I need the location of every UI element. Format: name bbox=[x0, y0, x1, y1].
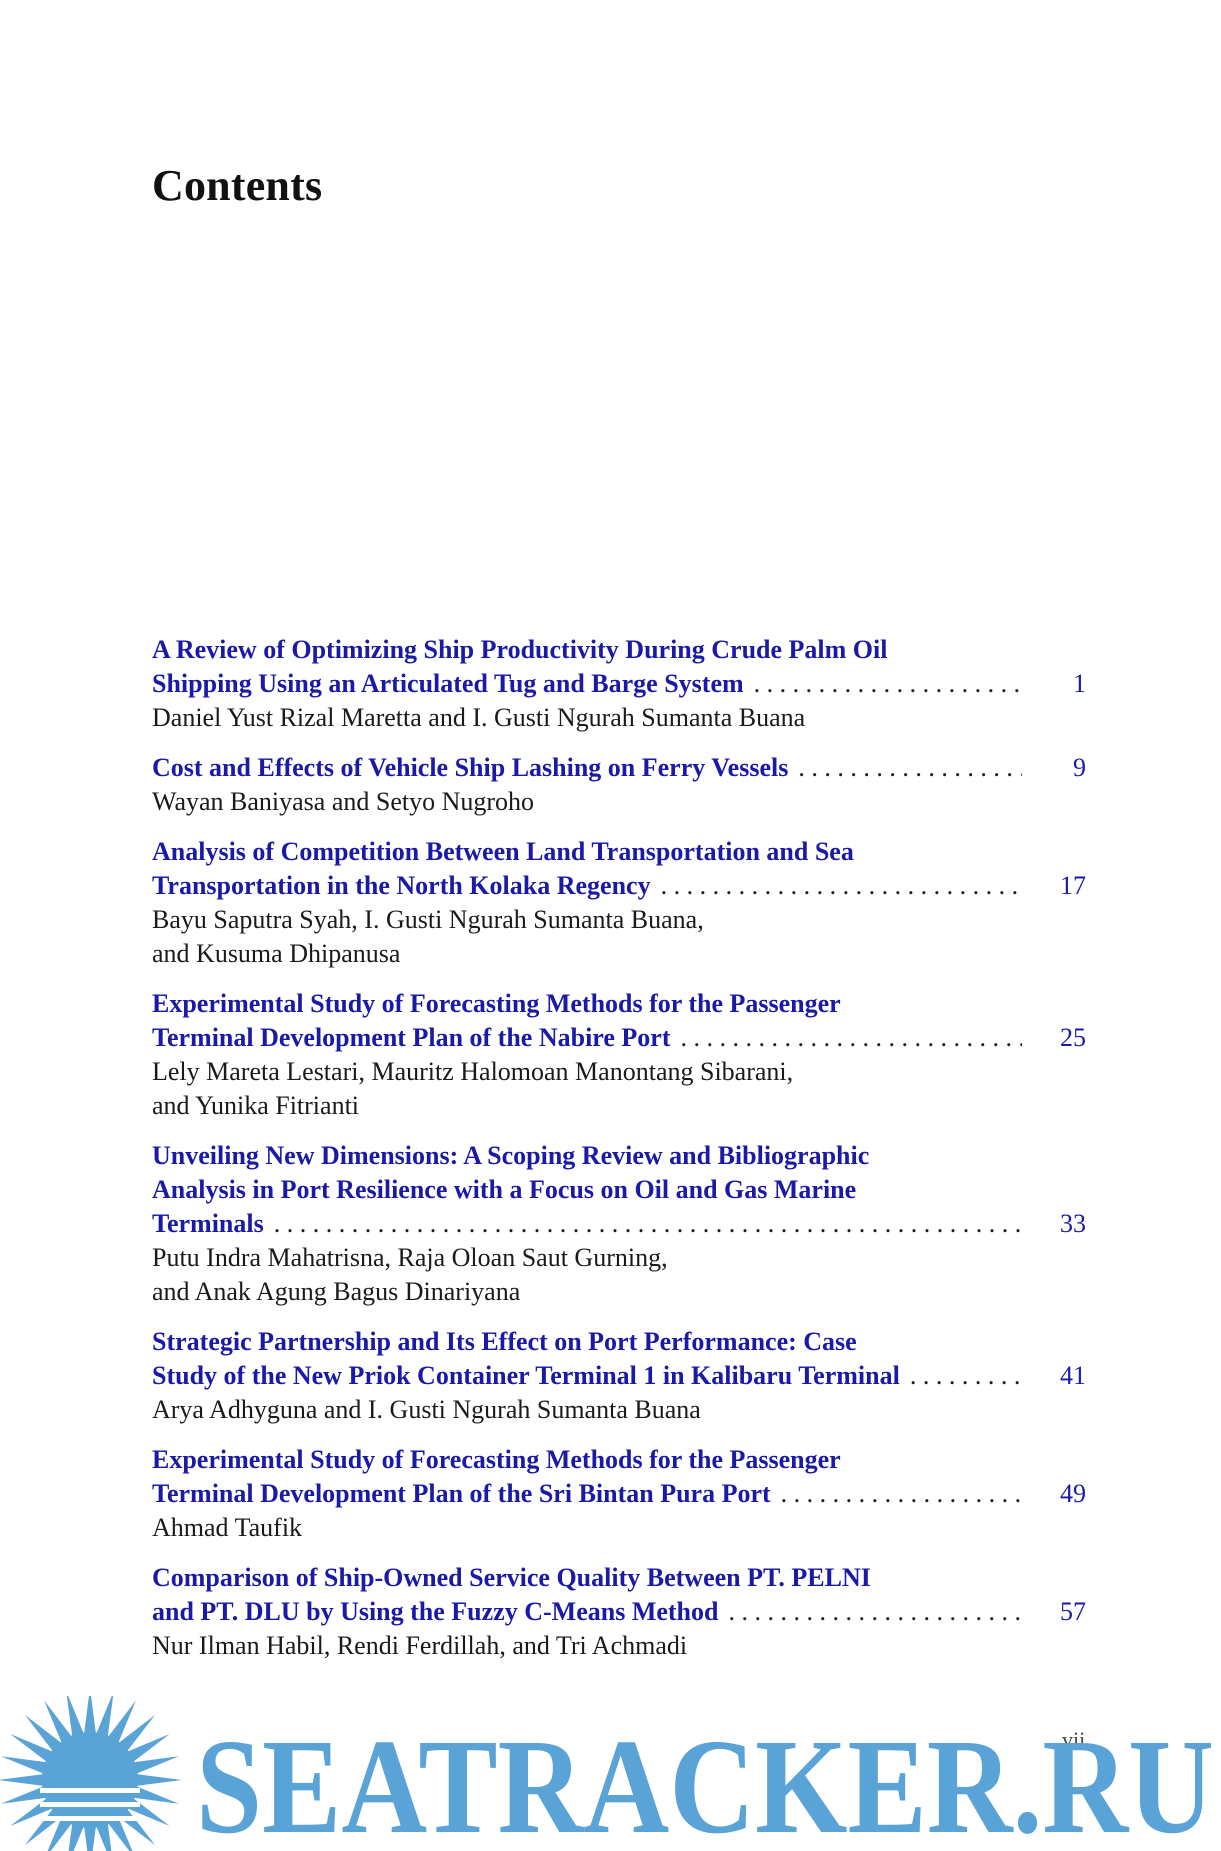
toc-entry-authors: Wayan Baniyasa and Setyo Nugroho bbox=[152, 787, 535, 816]
toc-leader-dots bbox=[661, 869, 1022, 903]
toc-entry-title-final-line[interactable] bbox=[152, 667, 1086, 701]
toc-entry-title-line[interactable]: Analysis in Port Resilience with a Focus on Oil and Gas Marine bbox=[152, 1175, 857, 1204]
toc-leader-dots bbox=[274, 1207, 1022, 1241]
toc-entry-page-number[interactable]: 9 bbox=[1073, 753, 1086, 782]
watermark-text: SEATRACKER.RU bbox=[196, 1712, 1214, 1851]
toc-entry-page-number[interactable]: 25 bbox=[1060, 1023, 1086, 1052]
toc-entry-title-line[interactable]: Experimental Study of Forecasting Methods for the Passenger bbox=[152, 1445, 841, 1474]
toc-entry-title-line[interactable]: Transportation in the North Kolaka Regency bbox=[152, 871, 651, 900]
page-number: vii bbox=[1062, 1727, 1086, 1752]
toc-entry-authors: Daniel Yust Rizal Maretta and I. Gusti Ngurah Sumanta Buana bbox=[152, 703, 806, 732]
toc-entry-title-line[interactable]: and PT. DLU by Using the Fuzzy C-Means Method bbox=[152, 1597, 719, 1626]
toc-entry-title-line[interactable]: Terminal Development Plan of the Nabire Port bbox=[152, 1023, 671, 1052]
toc-entry-authors: Bayu Saputra Syah, I. Gusti Ngurah Sumanta Buana, bbox=[152, 905, 704, 934]
toc-entry-title-line[interactable]: Terminals bbox=[152, 1209, 264, 1238]
toc-entry[interactable] bbox=[152, 987, 1086, 1123]
toc-entry-authors: Lely Mareta Lestari, Mauritz Halomoan Manontang Sibarani, bbox=[152, 1057, 794, 1086]
toc-entry-title-line[interactable]: A Review of Optimizing Ship Productivity During Crude Palm Oil bbox=[152, 635, 888, 664]
toc-entry-authors: Ahmad Taufik bbox=[152, 1513, 303, 1542]
toc-entry-title-final-line[interactable] bbox=[152, 869, 1086, 903]
toc-entry-page-number[interactable]: 17 bbox=[1060, 871, 1086, 900]
toc-entry-authors: Arya Adhyguna and I. Gusti Ngurah Sumanta Buana bbox=[152, 1395, 701, 1424]
toc-entry[interactable] bbox=[152, 835, 1086, 971]
toc-entry[interactable] bbox=[152, 1443, 1086, 1545]
toc-entry-title-line[interactable]: Analysis of Competition Between Land Transportation and Sea bbox=[152, 837, 854, 866]
toc-leader-dots bbox=[681, 1021, 1023, 1055]
table-of-contents bbox=[152, 633, 1086, 1679]
toc-entry-title-line[interactable]: Strategic Partnership and Its Effect on Port Performance: Case bbox=[152, 1327, 857, 1356]
toc-entry-title-line[interactable]: Shipping Using an Articulated Tug and Barge System bbox=[152, 669, 744, 698]
page-title: Contents bbox=[152, 161, 323, 210]
toc-entry-title-line[interactable]: Terminal Development Plan of the Sri Bintan Pura Port bbox=[152, 1479, 771, 1508]
toc-leader-dots bbox=[798, 751, 1022, 785]
toc-entry-page-number[interactable]: 33 bbox=[1060, 1209, 1086, 1238]
toc-entry-page-number[interactable]: 57 bbox=[1060, 1597, 1086, 1626]
toc-entry-title-final-line[interactable] bbox=[152, 1021, 1086, 1055]
sun-icon bbox=[0, 1696, 182, 1851]
toc-entry-page-number[interactable]: 1 bbox=[1073, 669, 1086, 698]
toc-entry-title-line[interactable]: Study of the New Priok Container Terminal 1 in Kalibaru Terminal bbox=[152, 1361, 900, 1390]
toc-entry-authors: Putu Indra Mahatrisna, Raja Oloan Saut Gurning, bbox=[152, 1243, 668, 1272]
toc-entry-title-line[interactable]: Experimental Study of Forecasting Methods for the Passenger bbox=[152, 989, 841, 1018]
toc-entry-authors: Nur Ilman Habil, Rendi Ferdillah, and Tri Achmadi bbox=[152, 1631, 688, 1660]
toc-entry-title-final-line[interactable] bbox=[152, 1595, 1086, 1629]
toc-leader-dots bbox=[910, 1359, 1022, 1393]
toc-entry-page-number[interactable]: 49 bbox=[1060, 1479, 1086, 1508]
toc-entry[interactable] bbox=[152, 633, 1086, 735]
toc-entry-authors: and Yunika Fitrianti bbox=[152, 1091, 360, 1120]
toc-leader-dots bbox=[728, 1595, 1022, 1629]
toc-entry[interactable] bbox=[152, 1325, 1086, 1427]
toc-entry[interactable] bbox=[152, 751, 1086, 819]
toc-entry-title-line[interactable]: Cost and Effects of Vehicle Ship Lashing on Ferry Vessels bbox=[152, 753, 789, 782]
toc-leader-dots bbox=[781, 1477, 1022, 1511]
toc-entry[interactable] bbox=[152, 1561, 1086, 1663]
toc-entry-title-final-line[interactable] bbox=[152, 751, 1086, 785]
toc-entry-title-final-line[interactable] bbox=[152, 1359, 1086, 1393]
toc-leader-dots bbox=[754, 667, 1022, 701]
toc-entry-authors: and Anak Agung Bagus Dinariyana bbox=[152, 1277, 521, 1306]
toc-entry-title-final-line[interactable] bbox=[152, 1207, 1086, 1241]
toc-entry-title-final-line[interactable] bbox=[152, 1477, 1086, 1511]
toc-entry-authors: and Kusuma Dhipanusa bbox=[152, 939, 401, 968]
toc-entry[interactable] bbox=[152, 1139, 1086, 1309]
toc-entry-title-line[interactable]: Unveiling New Dimensions: A Scoping Review and Bibliographic bbox=[152, 1141, 870, 1170]
toc-entry-page-number[interactable]: 41 bbox=[1060, 1361, 1086, 1390]
toc-entry-title-line[interactable]: Comparison of Ship-Owned Service Quality Between PT. PELNI bbox=[152, 1563, 871, 1592]
watermark-logo bbox=[0, 1696, 1221, 1851]
